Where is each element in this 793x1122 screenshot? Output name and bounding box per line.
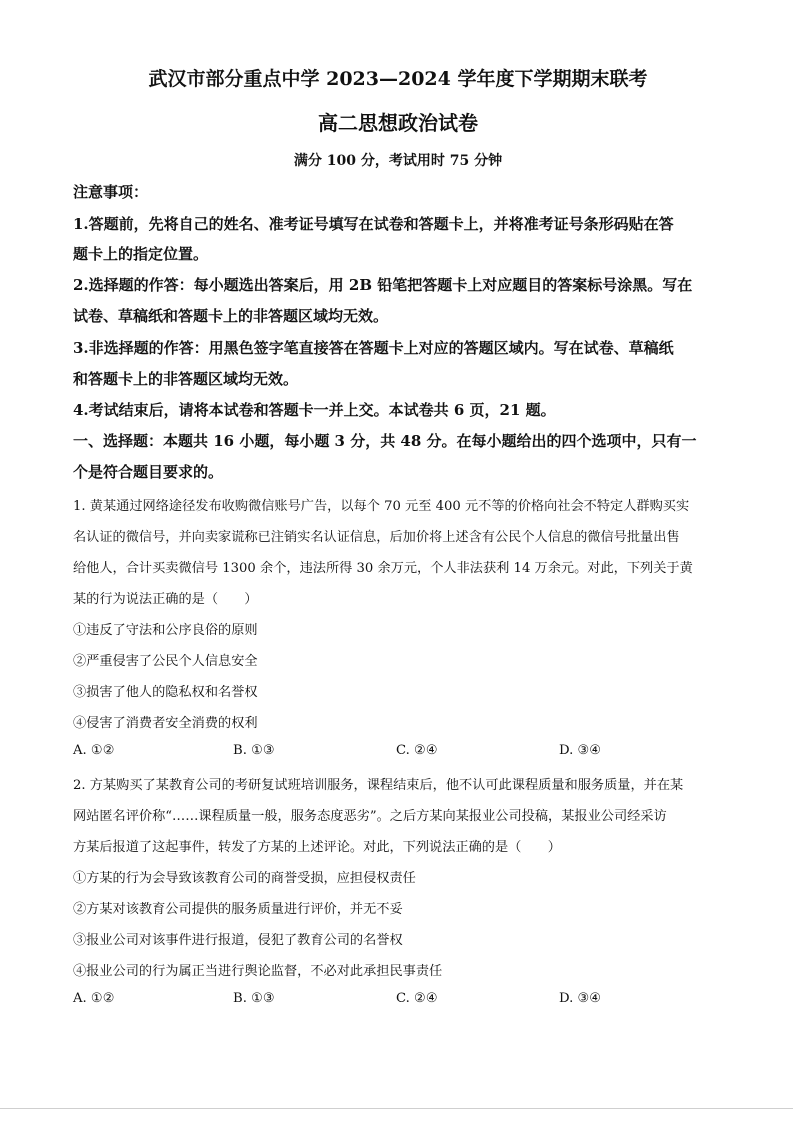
exam-title: 武汉市部分重点中学 2023—2024 学年度下学期期末联考 (148, 68, 648, 90)
notice-line: 题卡上的指定位置。 (73, 245, 209, 263)
section-heading: 个是符合题目要求的。 (73, 463, 224, 481)
option-d: D. ③④ (559, 743, 602, 758)
question-stem-line: 网站匿名评价称“……课程质量一般，服务态度恶劣”。之后方某向某报业公司投稿，某报业公司经采访 (73, 809, 667, 824)
option-a: A. ①② (73, 743, 115, 758)
question-item: ①违反了守法和公序良俗的原则 (73, 623, 258, 638)
option-c: C. ②④ (396, 991, 438, 1006)
section-heading: 一、选择题：本题共 16 小题，每小题 3 分，共 48 分。在每小题给出的四个选项中，只有一 (73, 432, 697, 450)
question-stem-line: 1. 黄某通过网络途径发布收购微信账号广告，以每个 70 元至 400 元不等的价格向社会不特定人群购买实 (73, 499, 690, 514)
question-item: ②严重侵害了公民个人信息安全 (73, 654, 258, 669)
question-item: ④侵害了消费者安全消费的权利 (73, 716, 258, 731)
notice-heading: 注意事项： (73, 183, 149, 201)
option-b: B. ①③ (233, 991, 275, 1006)
question-stem-line: 2. 方某购买了某教育公司的考研复试班培训服务，课程结束后，他不认可此课程质量和服务质量，并在某 (73, 778, 684, 793)
option-c: C. ②④ (396, 743, 438, 758)
question-item: ①方某的行为会导致该教育公司的商誉受损，应担侵权责任 (73, 871, 416, 886)
exam-subject: 高二思想政治试卷 (318, 111, 478, 135)
option-b: B. ①③ (233, 743, 275, 758)
notice-line: 试卷、草稿纸和答题卡上的非答题区域均无效。 (73, 307, 389, 325)
notice-line: 3.非选择题的作答：用黑色签字笔直接答在答题卡上对应的答题区域内。写在试卷、草稿纸 (73, 339, 674, 357)
question-stem-line: 方某后报道了这起事件，转发了方某的上述评论。对此，下列说法正确的是（ ） (73, 840, 561, 855)
notice-line: 2.选择题的作答：每小题选出答案后，用 2B 铅笔把答题卡上对应题目的答案标号涂黑。写在 (73, 276, 693, 294)
option-d: D. ③④ (559, 991, 602, 1006)
notice-line: 1.答题前，先将自己的姓名、准考证号填写在试卷和答题卡上，并将准考证号条形码贴在答 (73, 215, 674, 233)
exam-info: 满分 100 分，考试用时 75 分钟 (293, 153, 503, 169)
question-item: ④报业公司的行为属正当进行舆论监督，不必对此承担民事责任 (73, 964, 443, 979)
question-item: ③损害了他人的隐私权和名誉权 (73, 685, 258, 700)
question-stem-line: 某的行为说法正确的是（ ） (73, 592, 258, 607)
page-bottom-divider (0, 1108, 793, 1109)
question-stem-line: 名认证的微信号，并向卖家谎称已注销实名认证信息，后加价将上述含有公民个人信息的微信号批量出售 (73, 530, 680, 545)
notice-line: 和答题卡上的非答题区域均无效。 (73, 370, 299, 388)
question-item: ③报业公司对该事件进行报道，侵犯了教育公司的名誉权 (73, 933, 403, 948)
option-a: A. ①② (73, 991, 115, 1006)
question-item: ②方某对该教育公司提供的服务质量进行评价，并无不妥 (73, 902, 403, 917)
question-stem-line: 给他人，合计买卖微信号 1300 余个，违法所得 30 余万元，个人非法获利 14 万余元。对此，下列关于黄 (73, 561, 693, 576)
notice-line: 4.考试结束后，请将本试卷和答题卡一并上交。本试卷共 6 页，21 题。 (73, 401, 556, 419)
